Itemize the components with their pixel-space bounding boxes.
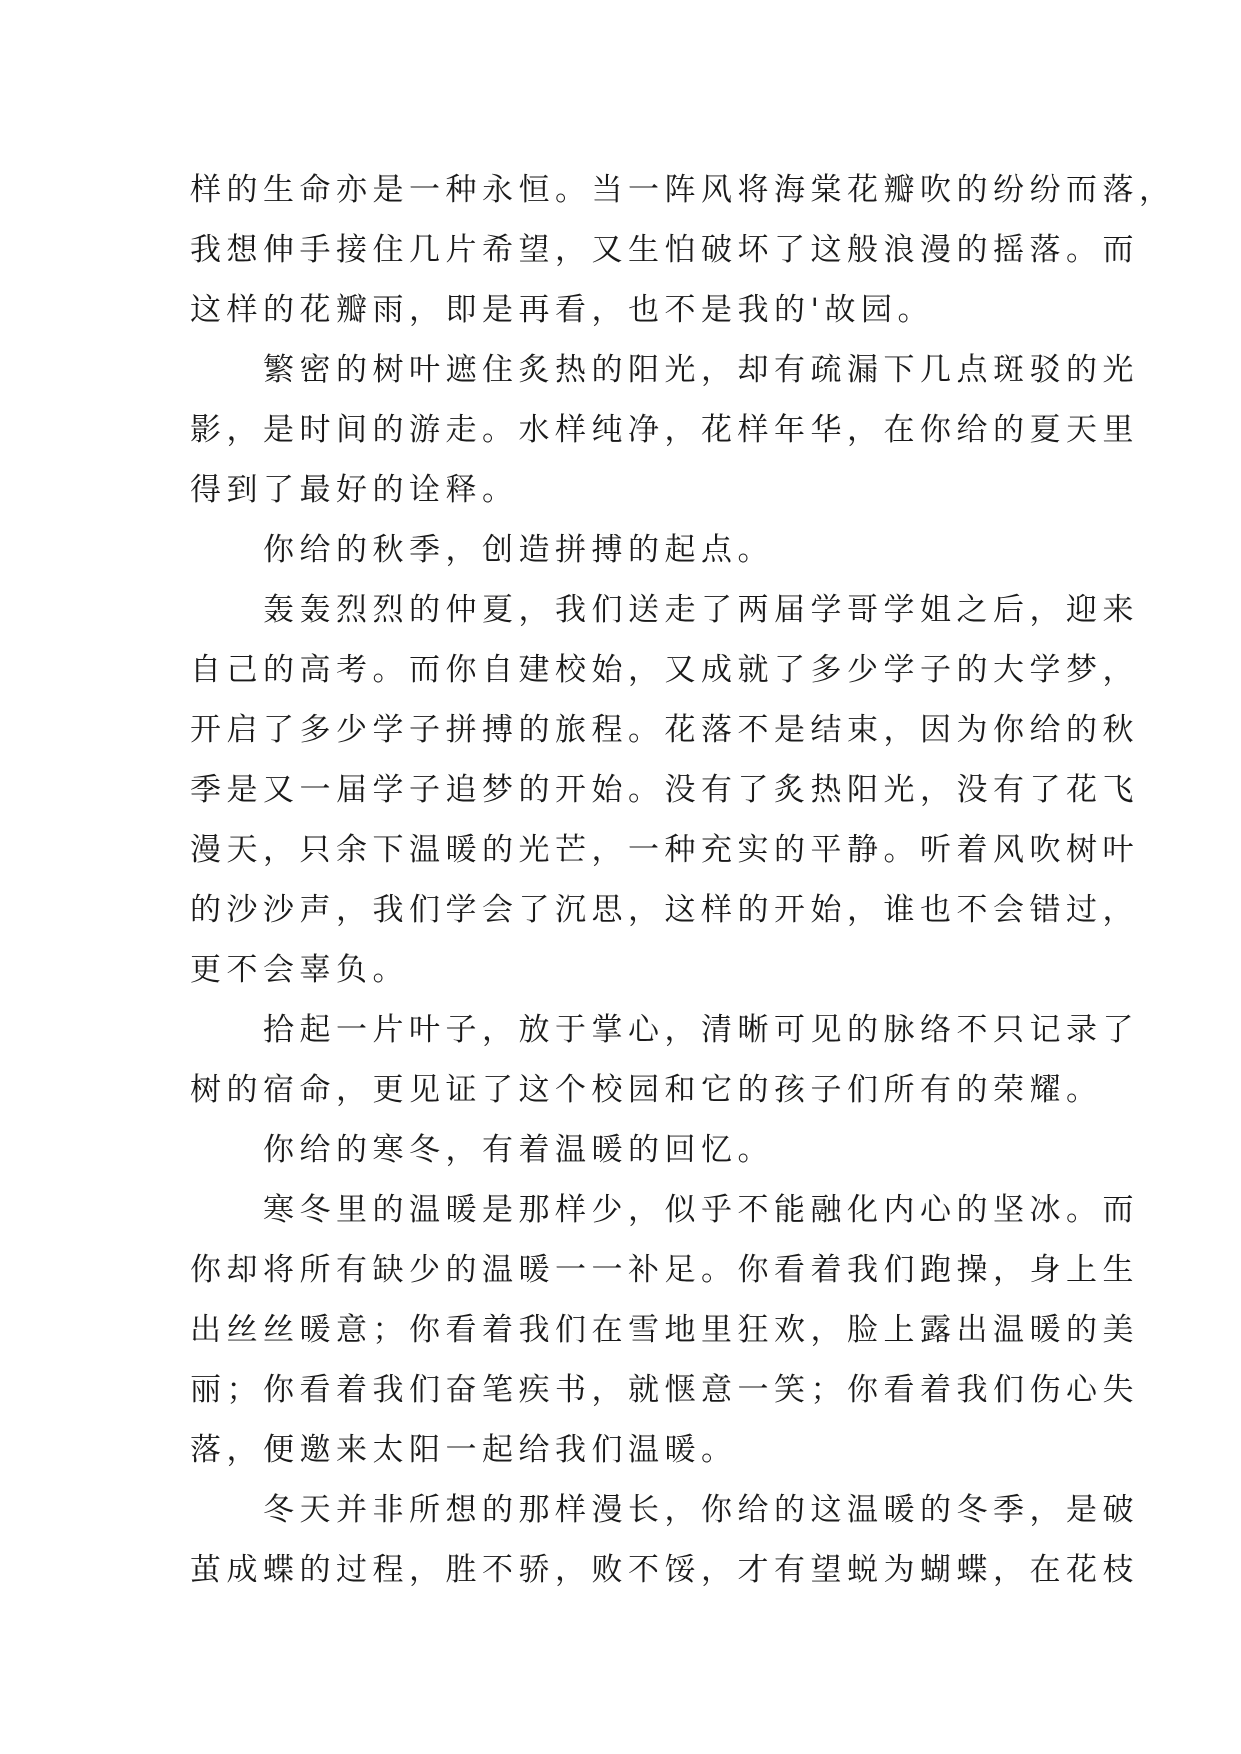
text-line: 漫天，只余下温暖的光芒，一种充实的平静。听着风吹树叶 xyxy=(190,832,1139,868)
text-line: 树的宿命，更见证了这个校园和它的孩子们所有的荣耀。 xyxy=(190,1072,1103,1108)
text-line: 你给的寒冬，有着温暖的回忆。 xyxy=(190,1132,774,1168)
text-line: 落，便邀来太阳一起给我们温暖。 xyxy=(190,1432,738,1468)
text-line: 样的生命亦是一种永恒。当一阵风将海棠花瓣吹的纷纷而落， xyxy=(190,172,1176,208)
text-line: 寒冬里的温暖是那样少，似乎不能融化内心的坚冰。而 xyxy=(190,1192,1139,1228)
text-line: 茧成蝶的过程，胜不骄，败不馁，才有望蜕为蝴蝶，在花枝 xyxy=(190,1552,1139,1588)
text-line: 影，是时间的游走。水样纯净，花样年华，在你给的夏天里 xyxy=(190,412,1139,448)
text-line: 的沙沙声，我们学会了沉思，这样的开始，谁也不会错过， xyxy=(190,892,1139,928)
body-text xyxy=(190,160,1176,1600)
text-line: 拾起一片叶子，放于掌心，清晰可见的脉络不只记录了 xyxy=(190,1012,1139,1048)
text-line: 自己的高考。而你自建校始，又成就了多少学子的大学梦， xyxy=(190,652,1139,688)
text-line: 丽；你看着我们奋笔疾书，就惬意一笑；你看着我们伤心失 xyxy=(190,1372,1139,1408)
text-line: 更不会辜负。 xyxy=(190,952,409,988)
text-line: 季是又一届学子追梦的开始。没有了炙热阳光，没有了花飞 xyxy=(190,772,1139,808)
text-line: 这样的花瓣雨，即是再看，也不是我的'故园。 xyxy=(190,292,935,328)
text-line: 得到了最好的诠释。 xyxy=(190,472,519,508)
text-line: 冬天并非所想的那样漫长，你给的这温暖的冬季，是破 xyxy=(190,1492,1139,1528)
text-line: 你给的秋季，创造拼搏的起点。 xyxy=(190,532,774,568)
text-line: 轰轰烈烈的仲夏，我们送走了两届学哥学姐之后，迎来 xyxy=(190,592,1139,628)
text-line: 出丝丝暖意；你看着我们在雪地里狂欢，脸上露出温暖的美 xyxy=(190,1312,1139,1348)
text-line: 繁密的树叶遮住炙热的阳光，却有疏漏下几点斑驳的光 xyxy=(190,352,1139,388)
text-line: 开启了多少学子拼搏的旅程。花落不是结束，因为你给的秋 xyxy=(190,712,1139,748)
text-line: 我想伸手接住几片希望，又生怕破坏了这般浪漫的摇落。而 xyxy=(190,232,1139,268)
text-line: 你却将所有缺少的温暖一一补足。你看着我们跑操，身上生 xyxy=(190,1252,1139,1288)
